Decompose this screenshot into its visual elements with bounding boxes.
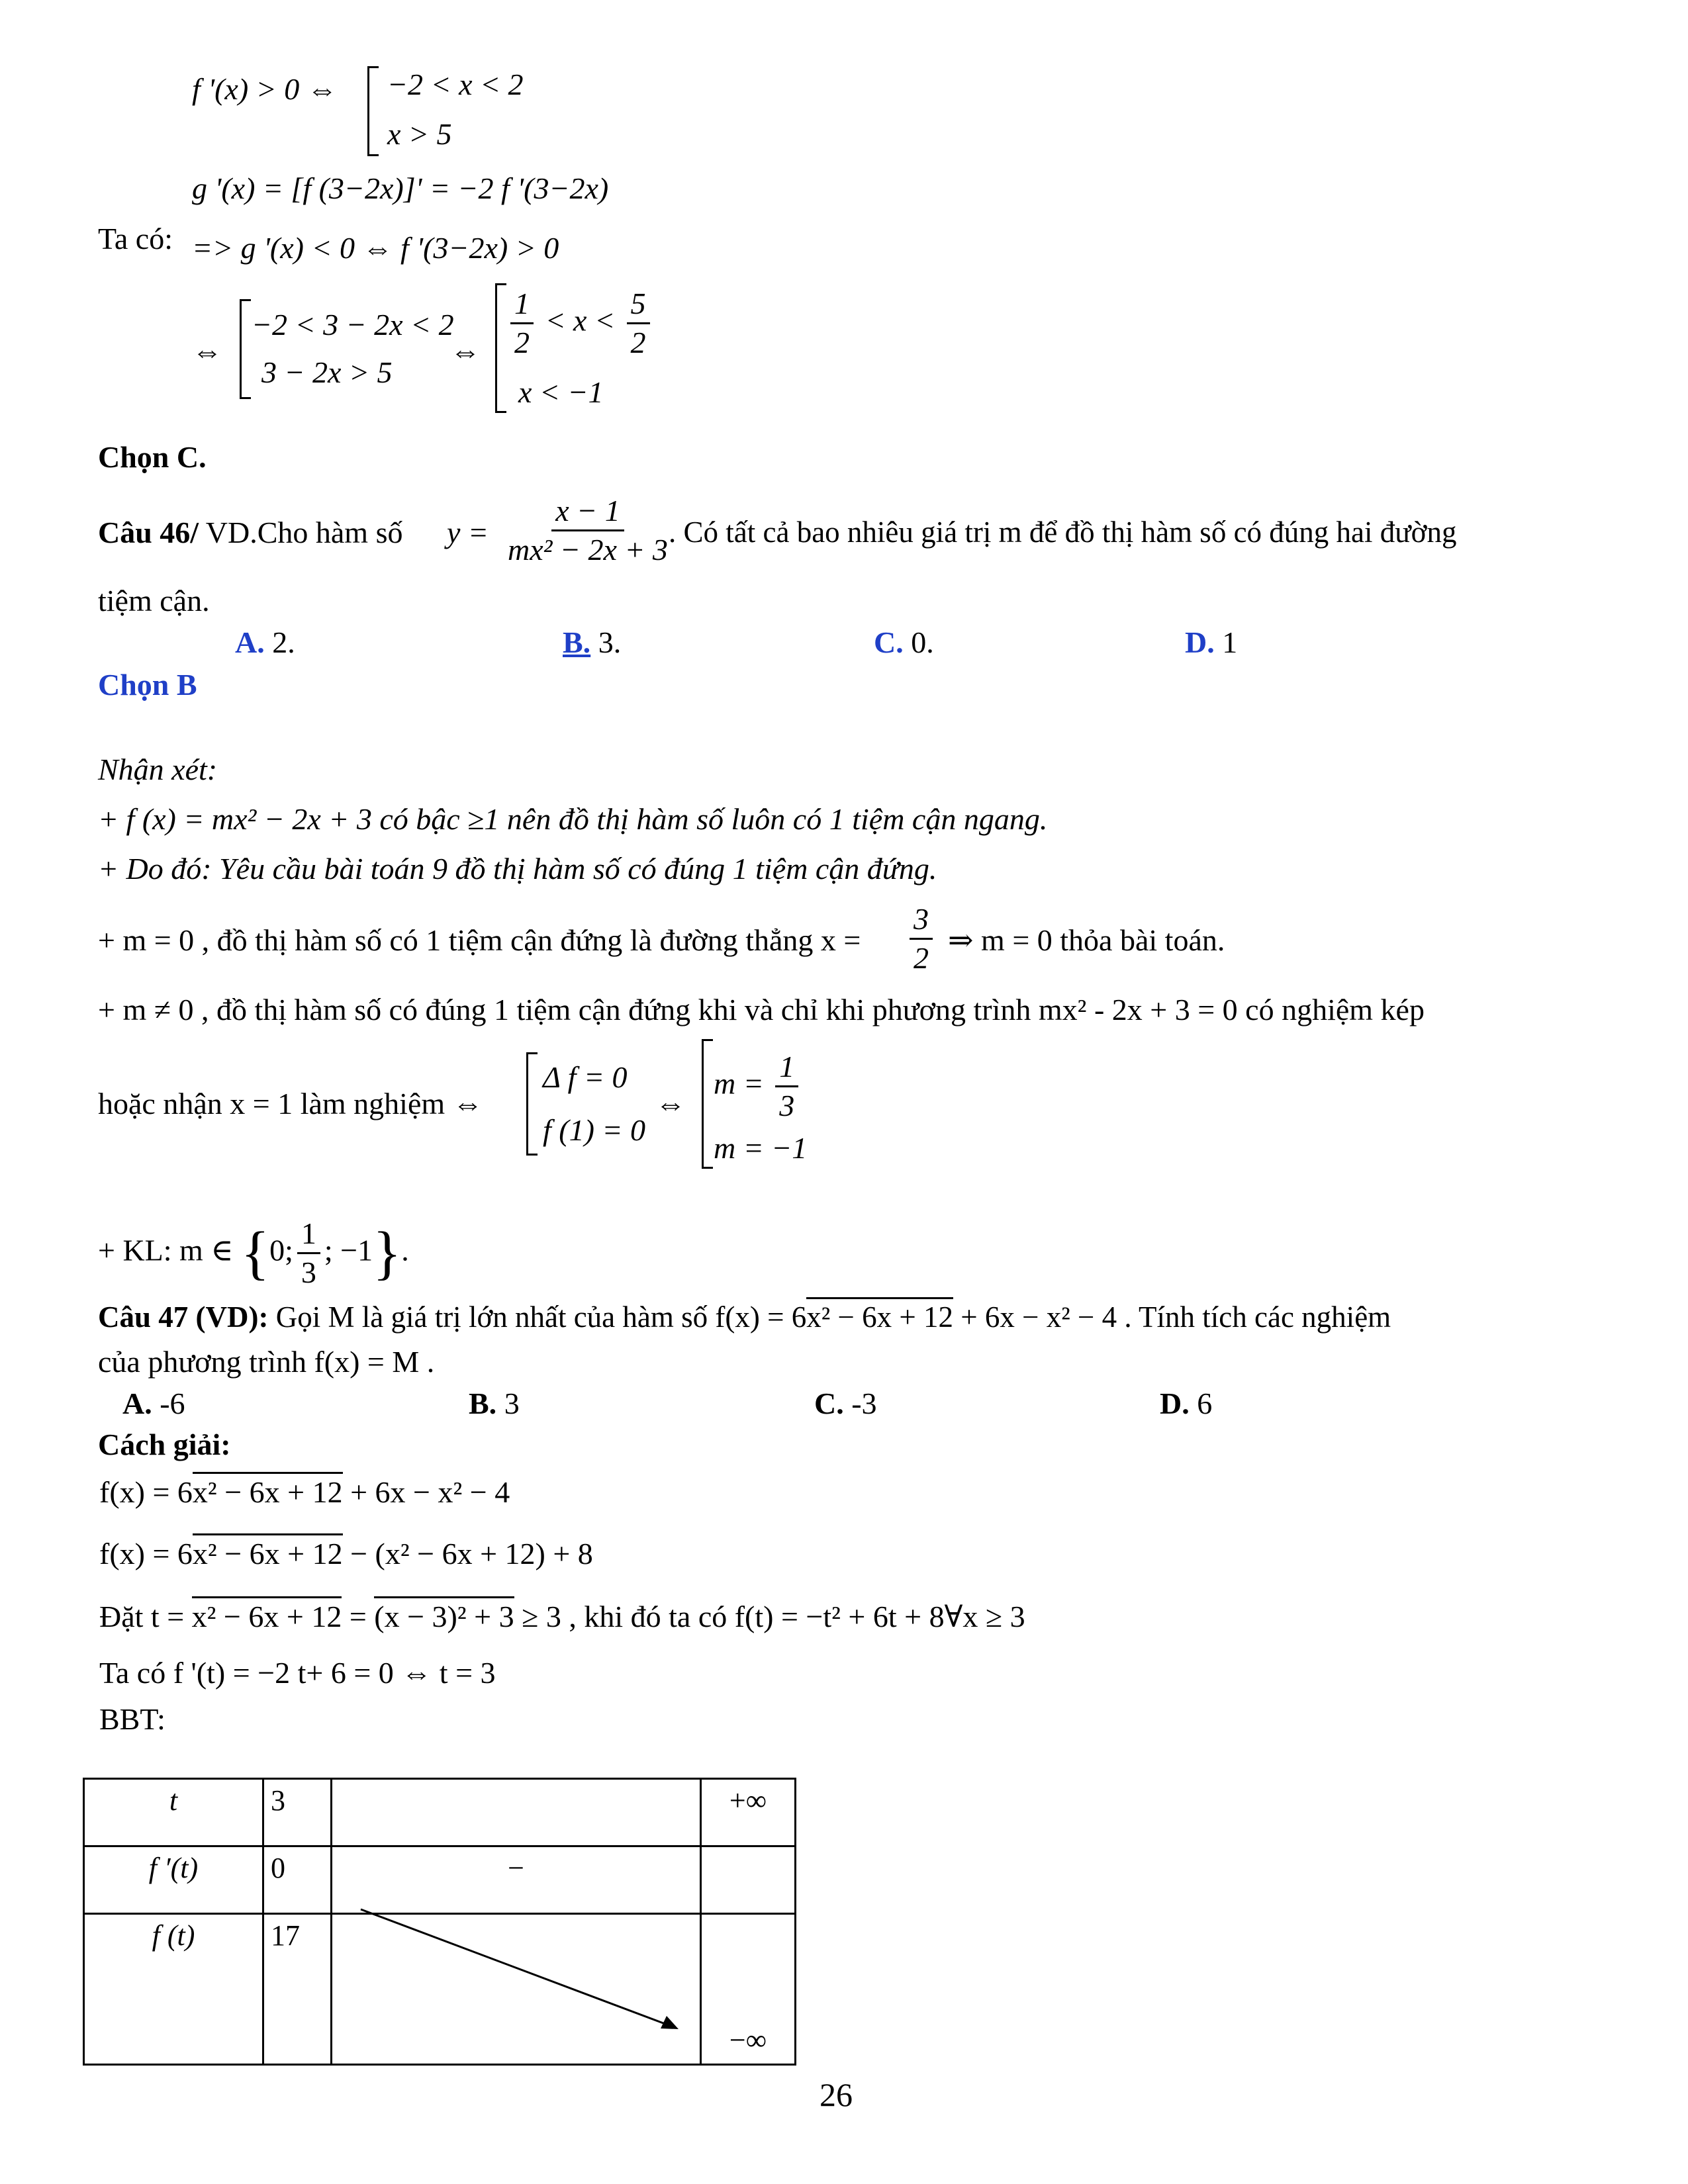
line-g-prime-negative: => g '(x) < 0 ⇔ f '(3−2x) > 0: [192, 231, 559, 265]
table-row: [84, 1846, 796, 1914]
table-cell: [701, 1846, 796, 1914]
equivalence-symbol: ⇔: [655, 1087, 686, 1120]
answer-c: Chọn C.: [98, 440, 207, 474]
remark-2: + Do đó: Yêu cầu bài toán 9 đồ thị hàm số có đúng 1 tiệm cận đứng.: [98, 852, 937, 886]
option-d: D. 1: [1185, 625, 1238, 659]
option-a: A. 2.: [235, 625, 295, 659]
condition: m = −1: [714, 1131, 808, 1165]
fraction-numerator: 3: [910, 903, 933, 940]
option-d: D. 6: [1160, 1387, 1213, 1420]
condition: x > 5: [387, 117, 452, 151]
option-c: C. 0.: [874, 625, 934, 659]
fraction-denominator: mx² − 2x + 3: [508, 533, 668, 567]
bracket: [702, 1039, 713, 1169]
remark-3-fraction: [906, 903, 937, 975]
condition: 3 − 2x > 5: [261, 355, 393, 389]
table-cell: 17: [263, 1914, 332, 2065]
table-cell: +∞: [701, 1779, 796, 1846]
option-b: B. 3.: [563, 625, 622, 659]
option-a: A. -6: [122, 1387, 185, 1420]
solution-step-4: Ta có f '(t) = −2 t+ 6 = 0 ⇔ t = 3: [99, 1656, 496, 1690]
table-cell: 3: [263, 1779, 332, 1846]
bracket: [526, 1052, 538, 1156]
question-46-rest: . Có tất cả bao nhiêu giá trị m để đồ thị hàm số có đúng hai đường: [669, 516, 1457, 549]
condition: f (1) = 0: [543, 1113, 645, 1147]
question-46-label: Câu 46/: [98, 516, 199, 549]
option-b: B. 3: [469, 1387, 520, 1420]
condition: x < −1: [518, 375, 604, 409]
fraction-denominator: 2: [914, 941, 929, 976]
ta-co-label: Ta có:: [98, 222, 173, 255]
question-47-label: Câu 47 (VD):: [98, 1300, 269, 1334]
fraction-inequality: [506, 288, 654, 359]
fraction-numerator: 1: [297, 1218, 320, 1254]
question-47-line2: của phương trình f(x) = M .: [98, 1345, 435, 1379]
condition: −2 < x < 2: [387, 68, 524, 101]
condition-fraction: m = $\frac{1}{3}$: [714, 1051, 802, 1122]
solution-step-1: f(x) = 6x² − 6x + 12 + 6x − x² − 4: [99, 1477, 510, 1508]
answer-b: Chọn B: [98, 668, 197, 702]
conclusion: + KL: m ∈ {0; $\frac{1}{3}$ ; −1}.: [98, 1216, 409, 1290]
remark-3-end: ⇒ m = 0 thỏa bài toán.: [948, 923, 1225, 957]
solution-step-3: Đặt t = x² − 6x + 12 = (x − 3)² + 3 ≥ 3 , khi đó ta có f(t) = −t² + 6t + 8∀x ≥ 3: [99, 1602, 1025, 1632]
table-cell: t: [84, 1779, 263, 1846]
table-cell: 0: [263, 1846, 332, 1914]
fraction-denominator: 3: [779, 1089, 795, 1123]
decreasing-arrow: [357, 1906, 688, 2038]
fraction-denominator: 2: [514, 326, 530, 360]
remark-3: + m = 0 , đồ thị hàm số có 1 tiệm cận đứng là đường thẳng x =: [98, 923, 861, 957]
condition: −2 < 3 − 2x < 2: [252, 308, 454, 341]
fraction-numerator: 1: [510, 288, 534, 324]
fraction-numerator: x − 1: [551, 495, 624, 531]
equivalence-symbol: ⇔: [192, 334, 222, 368]
table-cell: −∞: [701, 1914, 796, 2065]
line-g-prime: g '(x) = [f (3−2x)]' = −2 f '(3−2x): [192, 171, 609, 205]
solution-heading: Cách giải:: [98, 1428, 231, 1461]
question-46-line1: [98, 518, 403, 548]
option-c: C. -3: [814, 1387, 877, 1420]
question-47-line1: Câu 47 (VD): Gọi M là giá trị lớn nhất của hàm số f(x) = 6x² − 6x + 12 + 6x − x² − 4 . Tính tích các nghiệm: [98, 1302, 1391, 1332]
equivalence-symbol: ⇔: [450, 334, 481, 368]
table-cell: [332, 1779, 701, 1846]
bbt-label: BBT:: [99, 1702, 165, 1736]
fraction-denominator: 3: [301, 1255, 316, 1290]
remark-1: + f (x) = mx² − 2x + 3 có bậc ≥1 nên đồ thị hàm số luôn có 1 tiệm cận ngang.: [98, 802, 1048, 836]
fraction-numerator: 5: [627, 288, 650, 324]
table-row: [84, 1779, 796, 1846]
bracket: [367, 66, 379, 156]
page-number: 26: [820, 2076, 853, 2113]
question-46-line2: tiệm cận.: [98, 584, 210, 617]
fraction-numerator: 1: [775, 1051, 798, 1087]
bracket: [495, 283, 506, 413]
question-46-y: y =: [447, 516, 489, 549]
fraction-denominator: 2: [630, 326, 646, 360]
table-cell: f (t): [84, 1914, 263, 2065]
inequality-text: < x <: [545, 303, 615, 338]
bracket: [240, 299, 251, 399]
table-cell: f ′(t): [84, 1846, 263, 1914]
condition: Δ f = 0: [543, 1060, 628, 1094]
question-46-fraction: [500, 495, 676, 567]
remark-heading: Nhận xét:: [98, 752, 218, 786]
remark-4: + m ≠ 0 , đồ thị hàm số có đúng 1 tiệm cận đứng khi và chỉ khi phương trình mx² - 2x + 3 = 0 có nghiệm kép: [98, 993, 1425, 1026]
remark-5: hoặc nhận x = 1 làm nghiệm ⇔: [98, 1087, 483, 1120]
table-cell: −: [332, 1846, 701, 1914]
question-46-intro: VD.Cho hàm số: [205, 516, 403, 549]
line-f-prime-positive: f '(x) > 0 ⇔: [192, 72, 338, 106]
solution-step-2: f(x) = 6x² − 6x + 12 − (x² − 6x + 12) + 8: [99, 1539, 593, 1569]
